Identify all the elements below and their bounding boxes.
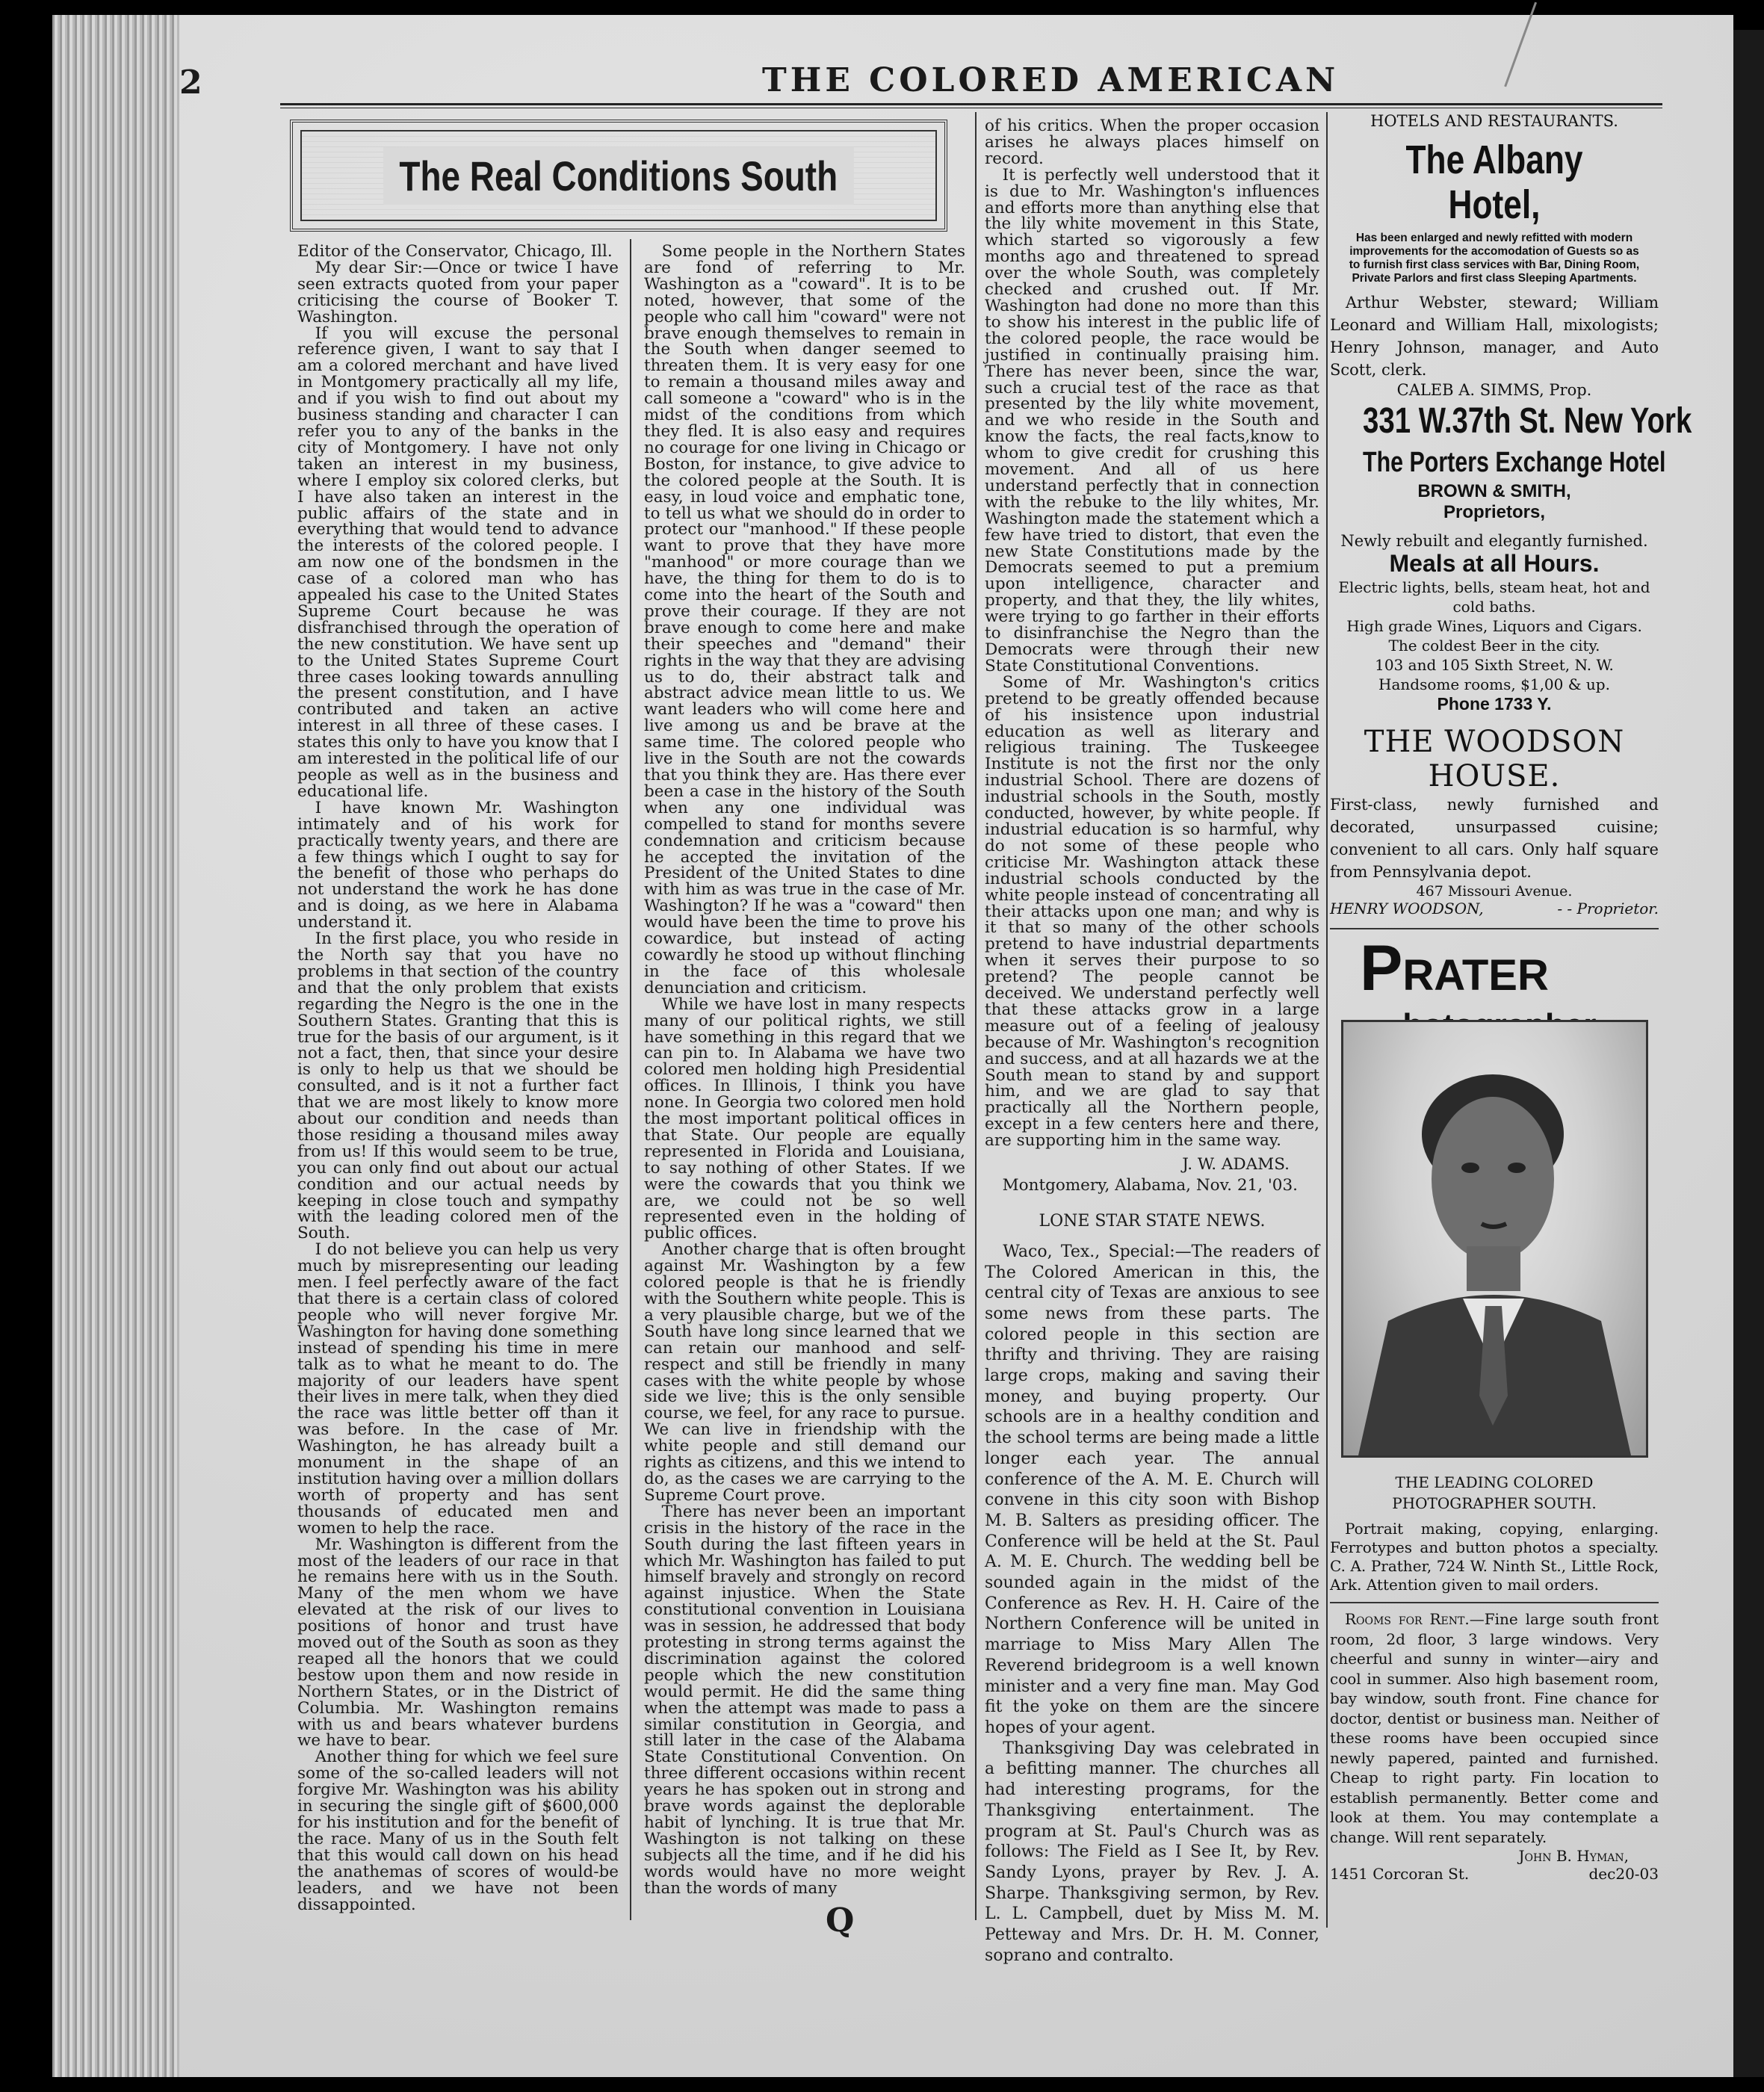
porters-phone: Phone 1733 Y. <box>1437 694 1552 714</box>
article-paragraph: I have known Mr. Washington intimately and of his work for practically twenty years, and there are a few things which I ought to say for the benefit of those who perhaps do not understand the work he has done and is doing, as we here in Alabama understand it. <box>297 798 619 932</box>
albany-staff: Arthur Webster, steward; William Leonard and William Hall, mixologists; Henry Johnson, manager, and Auto Scott, clerk. <box>1330 294 1659 379</box>
prater-caption: THE LEADING COLORED PHOTOGRAPHER SOUTH. <box>1392 1473 1597 1512</box>
lone-star-heading: LONE STAR STATE NEWS. <box>1039 1211 1266 1231</box>
lone-star-paragraph: Waco, Tex., Special:—The readers of The Colored American in this, the central city of Texas are anxious to see some news from these parts. The colored people in this section are thrifty and thriving. They are raising large crops, making and saving their money, and buying property. Our schools are in a healthy condition and the school terms are being made a little longer each year. The annual conference of the A. M. E. Church will convene in this city soon with Bishop M. B. Salters as presiding officer. The Conference will be held at the St. Paul A. M. E. Church. The wedding bell be sounded again in the midst of the Conference as Rev. H. H. Caire of the Northern Conference will be united in marriage to Miss Mary Allen The Reverend bridegroom is a well known minister and a very fine man. May God fit the yoke on them are the sincere hopes of your agent. <box>985 1242 1319 1737</box>
article-paragraph: Some of Mr. Washington's critics pretend to be greatly offended because of his insistence upon industrial education as well as literary and religious training. The Tuskeegee Institute is not the first nor the only industrial School. There are dozens of industrial schools in the South, mostly conducted, however, by white people. If industrial education is so harmful, why do not some of these people who criticise Mr. Washington attack these industrial schools conducted by the white people instead of concentrating all their attacks upon one man; and why is it that so many of the other schools pretend to have industrial departments when it serves their purpose to so pretend? The people cannot be deceived. We understand perfectly well that these attacks grow in a large measure out of a feeling of jealousy because of Mr. Washington's recognition and success, and at all hazards we at the South mean to stand by and support him, and we are glad to say that practically all the Northern people, except in a few centers here and there, are supporting him in the same way. <box>985 672 1319 1151</box>
porters-owners-title: Proprietors, <box>1443 502 1546 522</box>
article-paragraph: Another thing for which we feel sure some of the so-called leaders will not forgive Mr. Washington was his ability in securing the single gift of $600,000 for his institution and for the benefit of the race. Many of us in the South felt that this would call down on his head the anathemas of scores of would-be leaders, and we have not been dissappointed. <box>297 1748 619 1914</box>
woodson-address: 467 Missouri Avenue. <box>1416 883 1573 900</box>
article-paragraph: My dear Sir:—Once or twice I have seen extracts quoted from your paper criticising the course of Booker T. Washington. <box>297 258 619 327</box>
rooms-for-rent-ad <box>1330 1609 1659 1847</box>
woodson-proprietor-title: - - Proprietor. <box>1557 900 1659 917</box>
article-paragraph: Another charge that is often brought against Mr. Washington by a few colored people is that he is friendly with the Southern white people. This is a very plausible charge, but we of the South have long since learned that we can retain our manhood and self-respect and still be friendly in many cases with the white people by whose side we live; this is the only sensible course, we feel, for any race to pursue. We can live in friendship with the white people and still demand our rights as citizens, and this we intend to do, as the cases we are carrying to the Supreme Court prove. <box>644 1240 965 1505</box>
albany-description: Has been enlarged and newly refitted with modern improvements for the accomodation of Guests so as to furnish first class services with Bar, Dining Room, Private Parlors and first class Sleeping Apartments. <box>1349 232 1640 285</box>
article-dateline: Montgomery, Alabama, Nov. 21, '03. <box>1002 1176 1298 1195</box>
advertisements-column <box>1330 112 1692 1045</box>
woodson-proprietor-name: HENRY WOODSON, <box>1330 900 1484 917</box>
article-title-box <box>290 120 947 232</box>
rooms-contact-address: 1451 Corcoran St. <box>1330 1865 1470 1883</box>
porters-line: Handsome rooms, $1,00 & up. <box>1378 675 1610 693</box>
prater-description: Portrait making, copying, enlarging. Ferrotypes and button photos a specialty. C. A. Prather, 724 W. Ninth St., Little Rock, Ark. Attention given to mail orders. <box>1330 1520 1659 1603</box>
porters-meals: Meals at all Hours. <box>1389 550 1600 577</box>
prater-initial: P <box>1360 932 1403 1004</box>
masthead-title: THE COLORED AMERICAN <box>762 61 1340 99</box>
albany-hotel-name: The Albany Hotel, <box>1405 137 1583 227</box>
rooms-contact-name: John B. Hyman, <box>1518 1847 1629 1865</box>
article-salutation: Editor of the Conservator, Chicago, Ill. <box>297 242 613 261</box>
porters-owners: BROWN & SMITH, <box>1417 481 1571 501</box>
advertisements-column-lower <box>1330 1472 1659 1883</box>
masthead-rule <box>280 103 1662 108</box>
rooms-for-rent-heading: Rooms for Rent. <box>1345 1610 1470 1628</box>
albany-address: 331 W.37th St. New York <box>1363 401 1692 441</box>
column-divider <box>630 239 631 1920</box>
woodson-house-name: THE WOODSON HOUSE. <box>1364 725 1625 793</box>
albany-proprietor: CALEB A. SIMMS, Prop. <box>1396 381 1592 399</box>
rooms-ad-code: dec20-03 <box>1588 1865 1659 1883</box>
porters-exchange-name: The Porters Exchange Hotel <box>1363 447 1666 478</box>
photographer-portrait <box>1341 1020 1648 1458</box>
article-paragraph: There has never been an important crisis in the history of the race in the South during the last fifteen years in which Mr. Washington has failed to put himself bravely and strongly on record against injustice. When the State constitutional convention in Louisiana was in session, he addressed that body protesting in strong terms against the discrimination against the colored people which the new constitution would permit. He did the same thing when the attempt was made to pass a similar constitution in Georgia, and still later in the case of the Alabama State Constitutional Convention. On three different occasions within recent years he has spoken out in strong and brave words against the deplorable habit of lynching. It is true that Mr. Washington is not talking on these subjects all the time, and if he did his words would have no more weight than the words of many <box>644 1502 965 1898</box>
article-paragraph: It is perfectly well understood that it is due to Mr. Washington's influences and efforts more than anything else that the lily white movement in this State, which started so vigorously a few months ago and threatened to spread over the whole South, was completely checked and crushed out. If Mr. Washington had done no more than this to show his interest in the public life of the colored people, the race would be justified in continually praising him. There has never been, since the war, such a crucial test of the race as that presented by the lily white movement, and we who reside in the South and know the facts, the real facts,know to whom to give credit for crushing this movement. And all of us here understand perfectly that in connection with the rebuke to the lily whites, Mr. Washington made the statement which a few have tried to distort, that even the new State Constitutions made by the Democrats seemed to put a premium upon intelligence, character and property, and that they, the lily whites, were trying to go farther in their efforts to disinfranchise the Negro than the Democrats were through their new State Constitutional Conventions. <box>985 165 1319 675</box>
article-paragraph: While we have lost in many respects many of our political rights, we still have something in this regard that we can pin to. In Alabama we have two colored men holding high Presidential offices. In Illinois, I think you have none. In Georgia two colored men hold the most important political offices in that State. Our people are equally represented in Florida and Louisiana, to say nothing of other States. If we were the cowards that you think we are, we could not be so well represented even in the holding of public offices. <box>644 994 965 1243</box>
article-paragraph: Mr. Washington is different from the most of the leaders of our race in that he remains here with us in the South. Many of the men whom we have elevated at the risk of our lives to positions of honor and trust have moved out of the South as soon as they reaped all the honors that we could bestow upon them and now reside in Northern States, or in the District of Columbia. Mr. Washington remains with us and bears whatever burdens we have to bear. <box>297 1535 619 1751</box>
woodson-description: First-class, newly furnished and decorated, unsurpassed cuisine; convenient to all cars. Only half square from Pennsylvania depot. <box>1330 796 1659 881</box>
article-paragraph: If you will excuse the personal reference given, I want to say that I am a colored merchant and have lived in Montgomery practically all my life, and if you wish to find out about my business standing and character I can refer you to any of the banks in the city of Montgomery. I have not only taken an interest in my business, where I employ six colored clerks, but I have also taken an interest in the public affairs of the state and in everything that would tend to advance the interests of the colored people. I am now one of the bondsmen in the case of a colored man who has appealed his case to the United States Supreme Court because he was disfranchised through the operation of the new constitution. We have sent up to the United States Supreme Court three cases looking towards annulling the present constitution, and I have contributed and taken an active interest in all three of these cases. I states this only to have you know that I am interested in the political life of our people as well as in the business and educational life. <box>297 324 619 801</box>
porters-line: The coldest Beer in the city. <box>1388 637 1600 654</box>
porters-rebuilt: Newly rebuilt and elegantly furnished. <box>1340 532 1648 550</box>
article-column-3 <box>985 118 1319 1966</box>
article-column-1 <box>297 244 619 1913</box>
porters-line: Electric lights, bells, steam heat, hot and cold baths. <box>1338 578 1650 616</box>
column-divider <box>1326 112 1328 1928</box>
portrait-illustration <box>1343 1022 1646 1455</box>
prater-name: RATER <box>1402 951 1549 1000</box>
lone-star-paragraph: Thanksgiving Day was celebrated in a befitting manner. The churches all had interesting programs, for the Thanksgiving entertainment. The program at St. Paul's Church was as follows: The Field as I See It, by Rev. Sandy Lyons, prayer by Rev. J. A. Sharpe. Thanksgiving sermon, by Rev. L. L. Campbell, duet by Miss M. M. Petteway and Mrs. Dr. H. M. Conner, soprano and contralto. <box>985 1739 1319 1965</box>
article-title: The Real Conditions South <box>383 147 853 205</box>
porters-line: High grade Wines, Liquors and Cigars. <box>1346 617 1642 635</box>
column-divider <box>975 112 977 1920</box>
article-paragraph: I do not believe you can help us very much by misrepresenting our leading men. I feel perfectly aware of the fact that there is a certain class of colored people who will never forgive Mr. Washington for having done something instead of spending his time in mere talk as to what he meant to do. The majority of our leaders have spent their lives in mere talk, when they died the race was little better off than it was before. In the case of Mr. Washington, he has already built a monument in the shape of an institution having over a million dollars worth of property and has sent thousands of educated men and women to help the race. <box>297 1240 619 1538</box>
article-paragraph: In the first place, you who reside in the North say that you have no problems in that section of the country and that the only problem that exists regarding the Negro is the one in the Southern States. Granting that this is true for the basis of our argument, is it not a fact, then, that since your desire is only to help us that we should be consulted, and is it not a further fact that we are most likely to know more about our condition and needs than those residing a thousand miles away from us! If this would seem to be true, you can only find out about our actual condition and our actual needs by keeping in close touch and sympathy with the leading colored men of the South. <box>297 929 619 1243</box>
book-spine <box>1733 30 1764 2077</box>
page-number: 2 <box>179 64 202 102</box>
article-paragraph: Some people in the Northern States are fond of referring to Mr. Washington as a "coward". It is to be noted, however, that some of the people who call him "coward" were not brave enough themselves to remain in the South when danger seemed to threaten them. It is very easy for one to remain a thousand miles away and call someone a "coward" who is in the midst of the conditions from which they fled. It is also easy and requires no courage for one living in Chicago or Boston, for instance, to give advice to the colored people at the South. It is easy, in loud voice and emphatic tone, to tell us what we should do in order to protect our "manhood." If these people want to prove that they have more "manhood" or more courage than we have, the thing for them to do is to come into the heart of the South and prove their courage. If they are not brave enough to come here and make their speeches and "demand" their rights in the way that they are advising us to do, their abstract talk and abstract advice mean little to us. We want leaders who will come here and live among us and be brave at the same time. The colored people who live in the South are not the cowards that you think they are. Has there ever been a case in the history of the South when any one individual was compelled to stand for months severe condemnation and criticism because he accepted the invitation of the President of the United States to dine with him as was true in the case of Mr. Washington? If he was a "coward" then would have been the time to prove his cowardice, but instead of acting cowardly he stood up without flinching in the face of this wholesale denunciation and criticism. <box>644 242 965 997</box>
hotels-header: HOTELS AND RESTAURANTS. <box>1370 112 1618 130</box>
porters-line: 103 and 105 Sixth Street, N. W. <box>1375 656 1614 674</box>
article-paragraph: of his critics. When the proper occasion arises he always places himself on record. <box>985 117 1319 168</box>
article-signature: J. W. ADAMS. <box>1182 1155 1290 1175</box>
footer-mark: Q <box>826 1901 855 1940</box>
article-column-2 <box>644 244 965 1897</box>
rooms-for-rent-text: —Fine large south front room, 2d floor, 3 large windows. Very cheerful and sunny in winter—airy and cool in summer. Also high basement room, bay window, south front. Fine chance for doctor, dentist or business man. Neither of these rooms have been occupied since newly papered, painted and furnished. Cheap to right party. Fin location to establish permanently. Better come and look at them. You may contemplate a change. Will rent separately. <box>1330 1610 1659 1846</box>
